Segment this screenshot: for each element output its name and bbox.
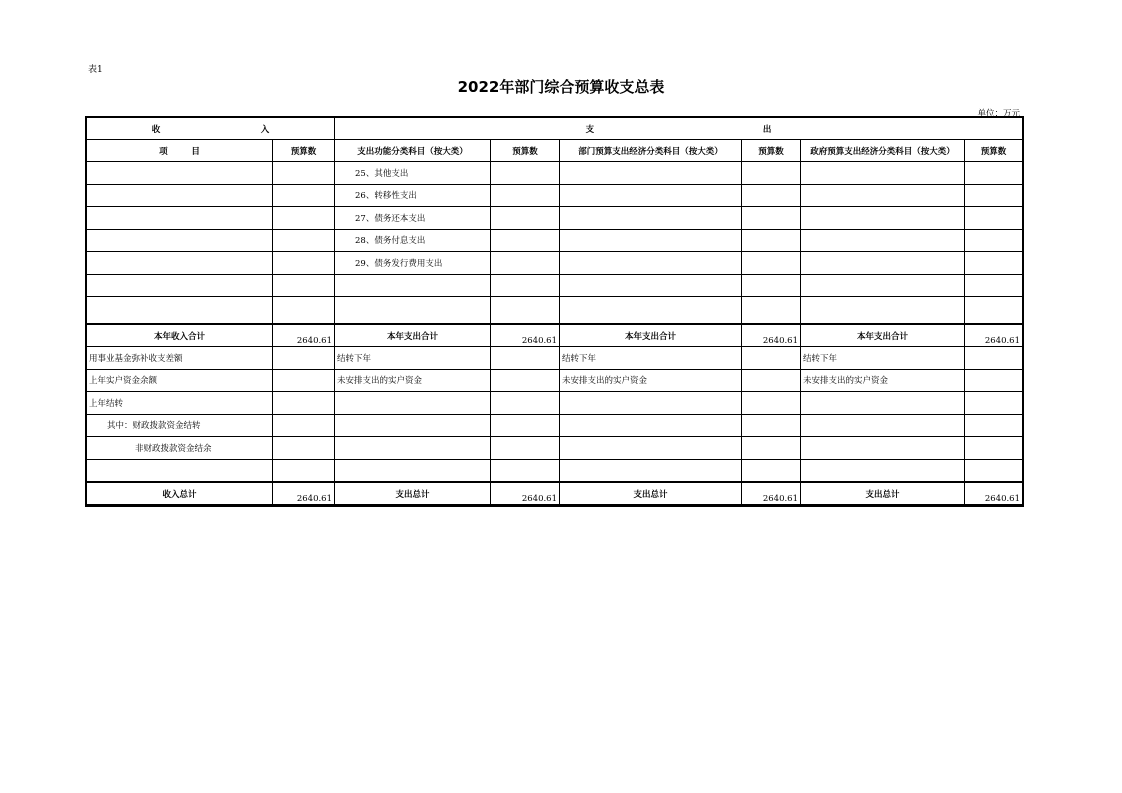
carry-next-label: 结转下年 xyxy=(560,347,742,370)
income-group-header: 收 入 xyxy=(87,118,335,140)
year-gov-total-value: 2640.61 xyxy=(965,324,1023,347)
unarranged-label: 未安排支出的实户资金 xyxy=(560,369,742,392)
unit-label: 单位：万元 xyxy=(977,109,1020,119)
func-item: 29、债务发行费用支出 xyxy=(335,252,491,275)
table-label: 表1 xyxy=(88,65,103,75)
func-item: 27、债务还本支出 xyxy=(335,207,491,230)
func-item: 28、债务付息支出 xyxy=(335,229,491,252)
table-row xyxy=(87,207,1023,230)
grand-income-total-label: 收入总计 xyxy=(87,482,273,505)
item-header: 项 目 xyxy=(87,140,273,162)
carry-next-label: 结转下年 xyxy=(335,347,491,370)
table-row xyxy=(87,252,1023,275)
table-row xyxy=(87,437,1023,460)
income-item: 其中：财政拨款资金结转 xyxy=(87,414,273,437)
budget-summary-table xyxy=(86,117,1023,506)
year-func-total-label: 本年支出合计 xyxy=(335,324,491,347)
year-total-row xyxy=(87,324,1023,347)
grand-income-total-value: 2640.61 xyxy=(273,482,335,505)
year-income-total-label: 本年收入合计 xyxy=(87,324,273,347)
income-item: 上年实户资金余额 xyxy=(87,369,273,392)
grand-dept-total-value: 2640.61 xyxy=(742,482,801,505)
table-row xyxy=(87,347,1023,370)
income-item: 非财政拨款资金结余 xyxy=(87,437,273,460)
table-row xyxy=(87,184,1023,207)
year-income-total-value: 2640.61 xyxy=(273,324,335,347)
income-item: 上年结转 xyxy=(87,392,273,415)
dept-econ-class-header: 部门预算支出经济分类科目（按大类） xyxy=(560,140,742,162)
grand-total-row xyxy=(87,482,1023,505)
table-row xyxy=(87,162,1023,185)
dept-budget-header: 预算数 xyxy=(742,140,801,162)
table-row xyxy=(87,392,1023,415)
group-header-row xyxy=(87,118,1023,140)
func-item: 25、其他支出 xyxy=(335,162,491,185)
func-budget-header: 预算数 xyxy=(491,140,560,162)
year-dept-total-value: 2640.61 xyxy=(742,324,801,347)
column-header-row xyxy=(87,140,1023,162)
grand-dept-total-label: 支出总计 xyxy=(560,482,742,505)
func-class-header: 支出功能分类科目（按大类） xyxy=(335,140,491,162)
table-row xyxy=(87,369,1023,392)
expense-group-header: 支 出 xyxy=(335,118,1023,140)
table-row xyxy=(87,297,1023,325)
year-dept-total-label: 本年支出合计 xyxy=(560,324,742,347)
grand-gov-total-label: 支出总计 xyxy=(801,482,965,505)
year-func-total-value: 2640.61 xyxy=(491,324,560,347)
grand-gov-total-value: 2640.61 xyxy=(965,482,1023,505)
income-budget-header: 预算数 xyxy=(273,140,335,162)
year-gov-total-label: 本年支出合计 xyxy=(801,324,965,347)
page-title: 2022年部门综合预算收支总表 xyxy=(457,78,665,96)
gov-budget-header: 预算数 xyxy=(965,140,1023,162)
func-item: 26、转移性支出 xyxy=(335,184,491,207)
unarranged-label: 未安排支出的实户资金 xyxy=(335,369,491,392)
table-row xyxy=(87,414,1023,437)
table-row xyxy=(87,229,1023,252)
unarranged-label: 未安排支出的实户资金 xyxy=(801,369,965,392)
carry-next-label: 结转下年 xyxy=(801,347,965,370)
grand-func-total-value: 2640.61 xyxy=(491,482,560,505)
grand-func-total-label: 支出总计 xyxy=(335,482,491,505)
table-row xyxy=(87,274,1023,297)
income-item: 用事业基金弥补收支差额 xyxy=(87,347,273,370)
gov-econ-class-header: 政府预算支出经济分类科目（按大类） xyxy=(801,140,965,162)
table-row xyxy=(87,459,1023,482)
